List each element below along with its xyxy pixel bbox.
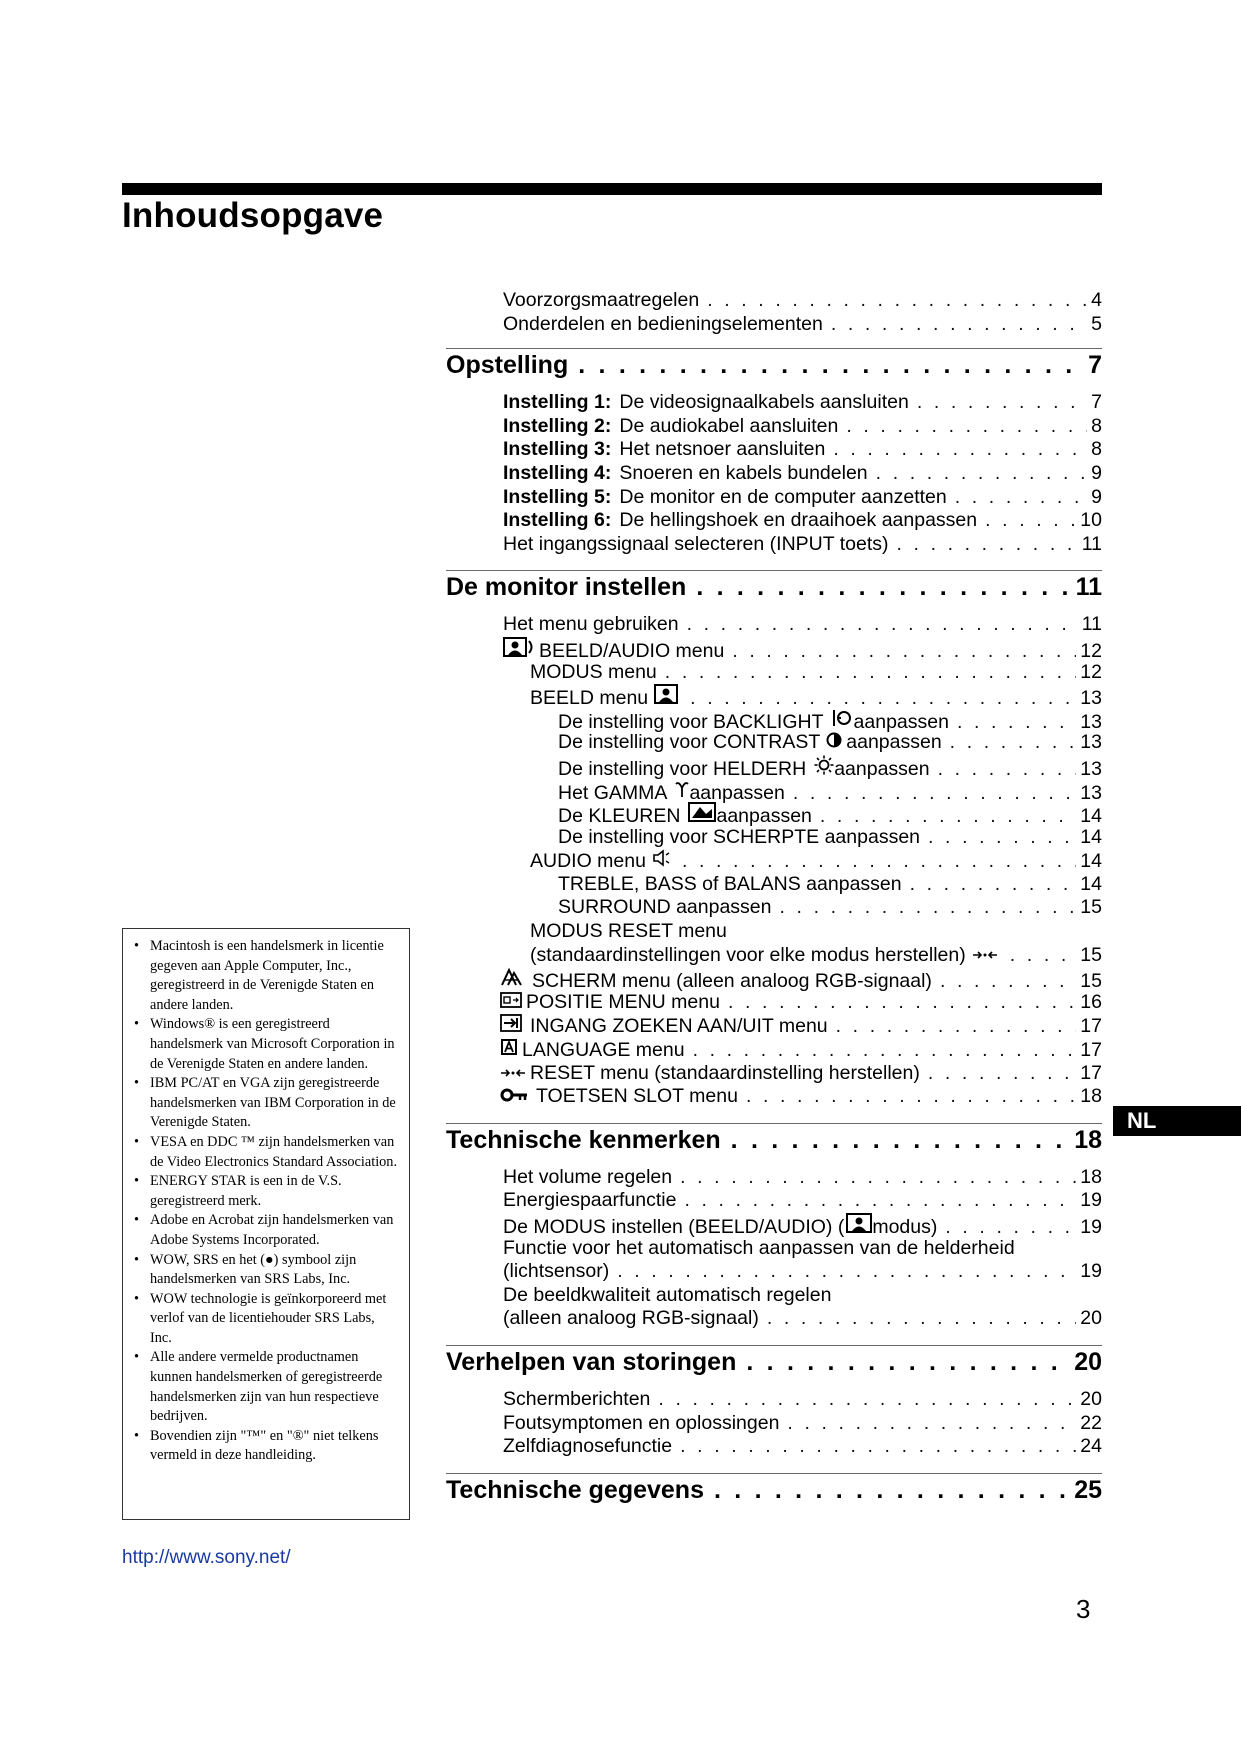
toc-entry[interactable]: LANGUAGE menu . . . 17 [500, 1038, 1102, 1062]
toc-entry[interactable]: De instelling voor SCHERPTE aanpassen . . . 14 [503, 826, 1102, 850]
section-heading[interactable]: Verhelpen van storingen . . . 20 [446, 1345, 1102, 1384]
backlight-icon [832, 708, 854, 728]
toc-entry[interactable]: Energiespaarfunctie . . . 19 [503, 1189, 1102, 1213]
toc-entry[interactable]: MODUS menu . . . 12 [503, 661, 1102, 685]
trademark-note: • VESA en DDC ™ zijn handelsmerken van de Video Electronics Standard Association. [133, 1133, 399, 1172]
toc-entry[interactable]: Instelling 4: Snoeren en kabels bundelen . . . 9 [503, 462, 1102, 486]
position-icon [500, 992, 522, 1008]
picture-mode-icon [846, 1213, 872, 1233]
toc-section-technische-gegevens [446, 1473, 1102, 1512]
trademark-note: • Macintosh is een handelsmerk in licentie gegeven aan Apple Computer, Inc., geregistreerd in de Verenigde Staten en andere landen. [133, 937, 399, 1015]
trademark-note: • IBM PC/AT en VGA zijn geregistreerde handelsmerken van IBM Corporation in de Verenigde Staten. [133, 1074, 399, 1133]
toc-entry[interactable]: SURROUND aanpassen . . . 15 [503, 896, 1102, 920]
toc-entry[interactable]: (standaardinstellingen voor elke modus herstellen) . . . 15 [503, 944, 1102, 968]
toc-entry[interactable]: (lichtsensor) . . . 19 [503, 1260, 1102, 1284]
toc-entry[interactable]: Instelling 3: Het netsnoer aansluiten . . . 8 [503, 438, 1102, 462]
toc-section-technische-kenmerken [446, 1123, 1102, 1331]
screen-icon [500, 967, 524, 987]
brightness-icon [814, 755, 834, 775]
toc-entry[interactable]: De instelling voor CONTRAST aanpassen . . . 13 [503, 731, 1102, 755]
trademark-note: • Bovendien zijn "™" en "®" niet telkens vermeld in deze handleiding. [133, 1427, 399, 1466]
toc-entry[interactable]: De MODUS instellen (BEELD/AUDIO) ( modus) . . . 19 [503, 1213, 1102, 1237]
toc-intro [446, 289, 1102, 336]
picture-icon [654, 684, 678, 704]
page-number: 3 [1076, 1594, 1091, 1624]
trademark-note: • Alle andere vermelde productnamen kunnen handelsmerken of geregistreerde handelsmerken zijn van hun respectieve bedrijven. [133, 1348, 399, 1426]
trademark-note: • WOW technologie is geïnkorporeerd met verlof van de licentiehouder SRS Labs, Inc. [133, 1290, 399, 1349]
section-heading[interactable]: De monitor instellen . . . 11 [446, 570, 1102, 609]
table-of-contents [446, 289, 1102, 1512]
toc-entry[interactable]: BEELD menu . . . 13 [503, 684, 1102, 708]
picture-audio-icon [503, 637, 535, 657]
toc-entry[interactable]: Instelling 5: De monitor en de computer aanzetten . . . 9 [503, 486, 1102, 510]
toc-entry[interactable]: Schermberichten . . . 20 [503, 1388, 1102, 1412]
toc-entry[interactable]: RESET menu (standaardinstelling herstellen) . . . 17 [500, 1062, 1102, 1086]
toc-entry[interactable]: SCHERM menu (alleen analoog RGB-signaal) . . . 15 [500, 967, 1102, 991]
toc-entry[interactable]: Onderdelen en bedieningselementen . . . 5 [503, 313, 1102, 337]
toc-entry[interactable]: TREBLE, BASS of BALANS aanpassen . . . 14 [503, 873, 1102, 897]
toc-section-monitor [446, 570, 1102, 1108]
toc-entry[interactable]: BEELD/AUDIO menu . . . 12 [503, 637, 1102, 661]
key-icon [500, 1088, 528, 1102]
toc-entry[interactable]: Het menu gebruiken . . . 11 [503, 613, 1102, 637]
trademark-note: • Windows® is een geregistreerd handelsmerk van Microsoft Corporation in de Verenigde Staten en andere landen. [133, 1015, 399, 1074]
toc-entry[interactable]: De beeldkwaliteit automatisch regelen [503, 1283, 832, 1306]
toc-entry[interactable]: POSITIE MENU menu . . . 16 [500, 991, 1102, 1015]
section-heading[interactable]: Opstelling . . . 7 [446, 348, 1102, 387]
toc-entry[interactable]: (alleen analoog RGB-signaal) . . . 20 [503, 1307, 1102, 1331]
page-title: Inhoudsopgave [122, 196, 384, 235]
gamma-icon [675, 779, 689, 799]
language-icon [500, 1038, 518, 1056]
reset-icon [500, 1067, 526, 1079]
language-tab: NL [1113, 1106, 1241, 1136]
toc-entry[interactable]: AUDIO menu . . . 14 [503, 849, 1102, 873]
toc-entry[interactable]: TOETSEN SLOT menu . . . 18 [500, 1085, 1102, 1109]
toc-entry[interactable]: Instelling 1: De videosignaalkabels aansluiten . . . 7 [503, 391, 1102, 415]
toc-entry[interactable]: Zelfdiagnosefunctie . . . 24 [503, 1435, 1102, 1459]
toc-entry[interactable]: De KLEUREN aanpassen . . . 14 [503, 802, 1102, 826]
toc-entry[interactable]: Het GAMMA aanpassen . . . 13 [503, 779, 1102, 803]
color-icon [688, 802, 716, 822]
toc-entry[interactable]: De instelling voor BACKLIGHT aanpassen . . . 13 [503, 708, 1102, 732]
toc-entry[interactable]: Functie voor het automatisch aanpassen van de helderheid [503, 1236, 1015, 1259]
toc-entry[interactable]: INGANG ZOEKEN AAN/UIT menu . . . 17 [500, 1014, 1102, 1038]
toc-section-storingen [446, 1345, 1102, 1459]
sony-website-link[interactable]: http://www.sony.net/ [122, 1547, 291, 1568]
toc-section-opstelling [446, 348, 1102, 556]
input-sensing-icon [500, 1014, 522, 1032]
top-rule [122, 183, 1102, 195]
mode-reset-icon [972, 949, 998, 961]
toc-entry[interactable]: Instelling 2: De audiokabel aansluiten . . . 8 [503, 415, 1102, 439]
toc-entry[interactable]: Instelling 6: De hellingshoek en draaihoek aanpassen . . . 10 [503, 509, 1102, 533]
toc-entry[interactable]: MODUS RESET menu [530, 920, 727, 943]
toc-entry[interactable]: De instelling voor HELDERH aanpassen . . . 13 [503, 755, 1102, 779]
toc-entry[interactable]: Het volume regelen . . . 18 [503, 1166, 1102, 1190]
toc-entry[interactable]: Voorzorgsmaatregelen . . . 4 [503, 289, 1102, 313]
trademark-note: • Adobe en Acrobat zijn handelsmerken van Adobe Systems Incorporated. [133, 1211, 399, 1250]
toc-entry[interactable]: Het ingangssignaal selecteren (INPUT toets) . . . 11 [503, 533, 1102, 557]
section-heading[interactable]: Technische gegevens . . . 25 [446, 1473, 1102, 1512]
contrast-icon [826, 732, 842, 748]
speaker-icon [652, 849, 670, 867]
trademark-note: • WOW, SRS en het (●) symbool zijn handelsmerken van SRS Labs, Inc. [133, 1251, 399, 1290]
toc-entry[interactable]: Foutsymptomen en oplossingen . . . 22 [503, 1412, 1102, 1436]
trademark-notes-box [122, 928, 410, 1520]
section-heading[interactable]: Technische kenmerken . . . 18 [446, 1123, 1102, 1162]
trademark-note: • ENERGY STAR is een in de V.S. geregistreerd merk. [133, 1172, 399, 1211]
